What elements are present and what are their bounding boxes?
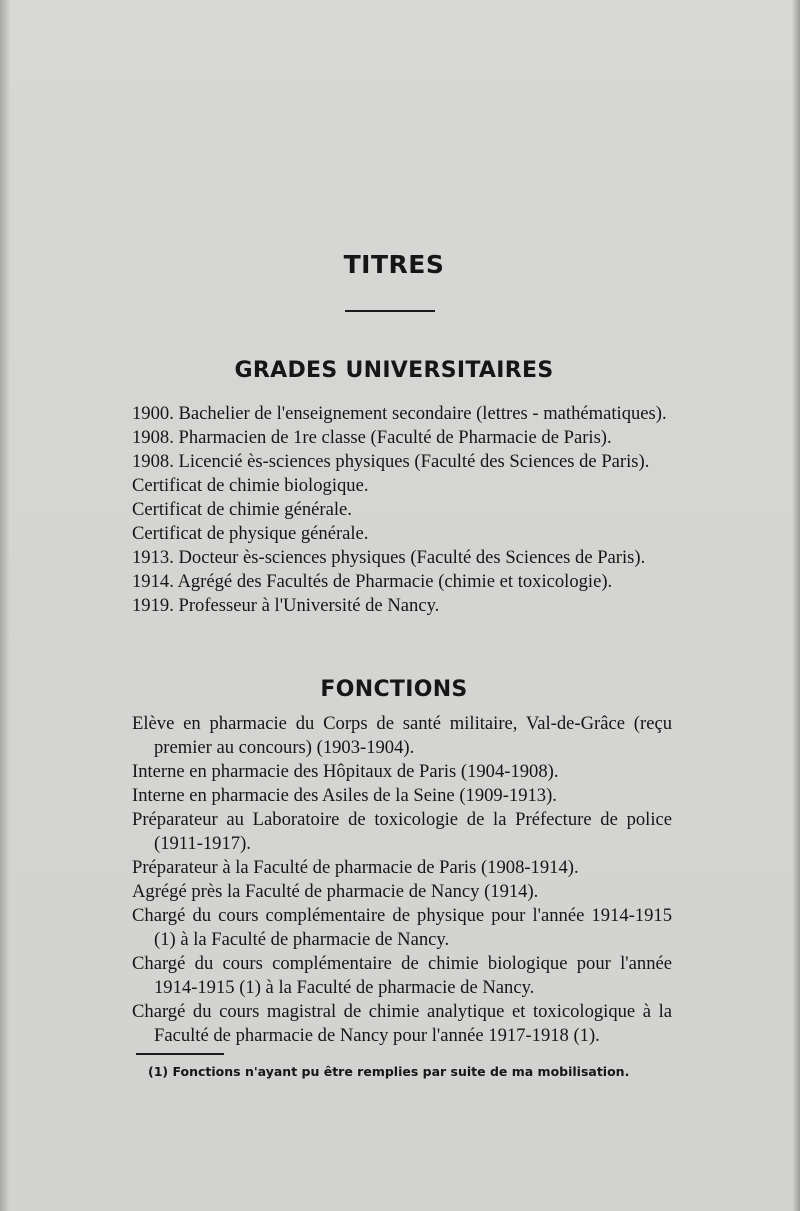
grades-item-1913-docteur: 1913. Docteur ès-sciences physiques (Faculté des Sciences de Paris). [132,547,646,568]
fonctions-item-eleve-pharmacie: Elève en pharmacie du Corps de santé militaire, Val-de-Grâce (reçu premier au concours) (1903-1904). [132,713,672,758]
grades-item-certificat-chimie-biologique: Certificat de chimie biologique. [132,475,369,496]
footnote: (1) Fonctions n'ayant pu être remplies par suite de ma mobilisation. [148,1064,630,1079]
title-divider [345,310,435,312]
fonctions-list [132,712,672,1048]
page-right-edge [792,0,800,1211]
footnote-divider [136,1053,224,1055]
grades-item-certificat-chimie-generale: Certificat de chimie générale. [132,499,352,520]
fonctions-heading: FONCTIONS [320,677,468,702]
grades-heading: GRADES UNIVERSITAIRES [234,358,554,383]
fonctions-item-interne-hopitaux: Interne en pharmacie des Hôpitaux de Paris (1904-1908). [132,761,559,782]
fonctions-item-preparateur-faculte-paris: Préparateur à la Faculté de pharmacie de Paris (1908-1914). [132,857,579,878]
fonctions-item-cours-physique: Chargé du cours complémentaire de physique pour l'année 1914-1915 (1) à la Faculté de pharmacie de Nancy. [132,905,672,950]
fonctions-item-cours-chimie-biologique: Chargé du cours complémentaire de chimie biologique pour l'année 1914-1915 (1) à la Faculté de pharmacie de Nancy. [132,953,672,998]
page-left-edge [0,0,10,1211]
grades-list [132,402,672,618]
fonctions-item-interne-asiles: Interne en pharmacie des Asiles de la Seine (1909-1913). [132,785,557,806]
grades-item-certificat-physique-generale: Certificat de physique générale. [132,523,369,544]
page-title: TITRES [343,250,445,279]
fonctions-item-cours-chimie-analytique: Chargé du cours magistral de chimie analytique et toxicologique à la Faculté de pharmacie de Nancy pour l'année 1917-1918 (1). [132,1001,672,1046]
grades-item-1908-pharmacien: 1908. Pharmacien de 1re classe (Faculté de Pharmacie de Paris). [132,427,612,448]
fonctions-item-preparateur-toxicologie: Préparateur au Laboratoire de toxicologie de la Préfecture de police (1911-1917). [132,809,672,854]
fonctions-item-agrege-nancy: Agrégé près la Faculté de pharmacie de Nancy (1914). [132,881,539,902]
grades-item-1914-agrege: 1914. Agrégé des Facultés de Pharmacie (chimie et toxicologie). [132,571,613,592]
grades-item-1900-bachelier: 1900. Bachelier de l'enseignement secondaire (lettres - mathématiques). [132,403,667,424]
grades-item-1919-professeur: 1919. Professeur à l'Université de Nancy. [132,595,440,616]
grades-item-1908-licencie: 1908. Licencié ès-sciences physiques (Faculté des Sciences de Paris). [132,451,650,472]
